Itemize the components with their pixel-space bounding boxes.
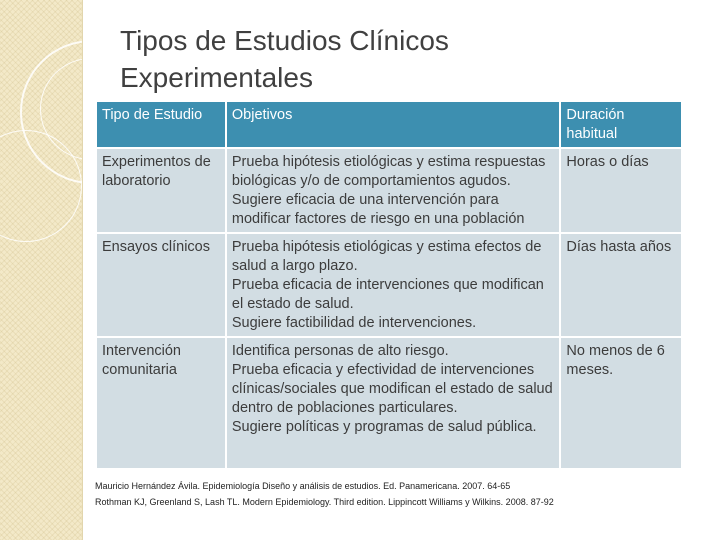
header-duracion: Duración habitual [560, 101, 682, 148]
objetivo-line: Prueba hipótesis etiológicas y estima respuestas biológicas y/o de comportamientos agudos. [231, 154, 546, 189]
cell-duracion: Días hasta años [560, 233, 682, 337]
reference-line: Mauricio Hernández Ávila. Epidemiología Diseño y análisis de estudios. Ed. Panamericana. 2007. 64-65 [95, 481, 511, 491]
objetivo-line: Sugiere eficacia de una intervención para modificar factores de riesgo en una población [231, 192, 525, 227]
cell-objetivos [226, 233, 561, 337]
decorative-side-strip [0, 0, 82, 540]
objetivo-line: Prueba hipótesis etiológicas y estima efectos de salud a largo plazo. [231, 239, 542, 274]
strip-divider [82, 0, 83, 540]
cell-tipo: Intervención comunitaria [96, 337, 226, 469]
table-header-row [96, 101, 682, 148]
objetivo-line: Sugiere políticas y programas de salud pública. [231, 419, 537, 435]
objetivo-line: Sugiere factibilidad de intervenciones. [231, 315, 477, 331]
header-tipo-estudio: Tipo de Estudio [96, 101, 226, 148]
slide-title-line: Experimentales [120, 62, 313, 93]
slide-title [120, 22, 680, 96]
objetivo-line: Prueba eficacia y efectividad de intervenciones clínicas/sociales que modifican el estado de salud dentro de poblaciones particulares. [231, 362, 553, 416]
slide-title-line: Tipos de Estudios Clínicos [120, 25, 449, 56]
table-row [96, 337, 682, 469]
cell-objetivos [226, 148, 561, 233]
study-types-table [95, 100, 683, 470]
reference-line: Rothman KJ, Greenland S, Lash TL. Modern Epidemiology. Third edition. Lippincott Williams y Wilkins. 2008. 87-92 [95, 497, 554, 507]
objetivo-line: Prueba eficacia de intervenciones que modifican el estado de salud. [231, 277, 544, 312]
references [95, 481, 675, 513]
cell-tipo: Experimentos de laboratorio [96, 148, 226, 233]
cell-duracion: Horas o días [560, 148, 682, 233]
table-row [96, 233, 682, 337]
header-objetivos: Objetivos [226, 101, 561, 148]
cell-duracion: No menos de 6 meses. [560, 337, 682, 469]
table-row [96, 148, 682, 233]
objetivo-line: Identifica personas de alto riesgo. [231, 343, 449, 359]
cell-tipo: Ensayos clínicos [96, 233, 226, 337]
cell-objetivos [226, 337, 561, 469]
